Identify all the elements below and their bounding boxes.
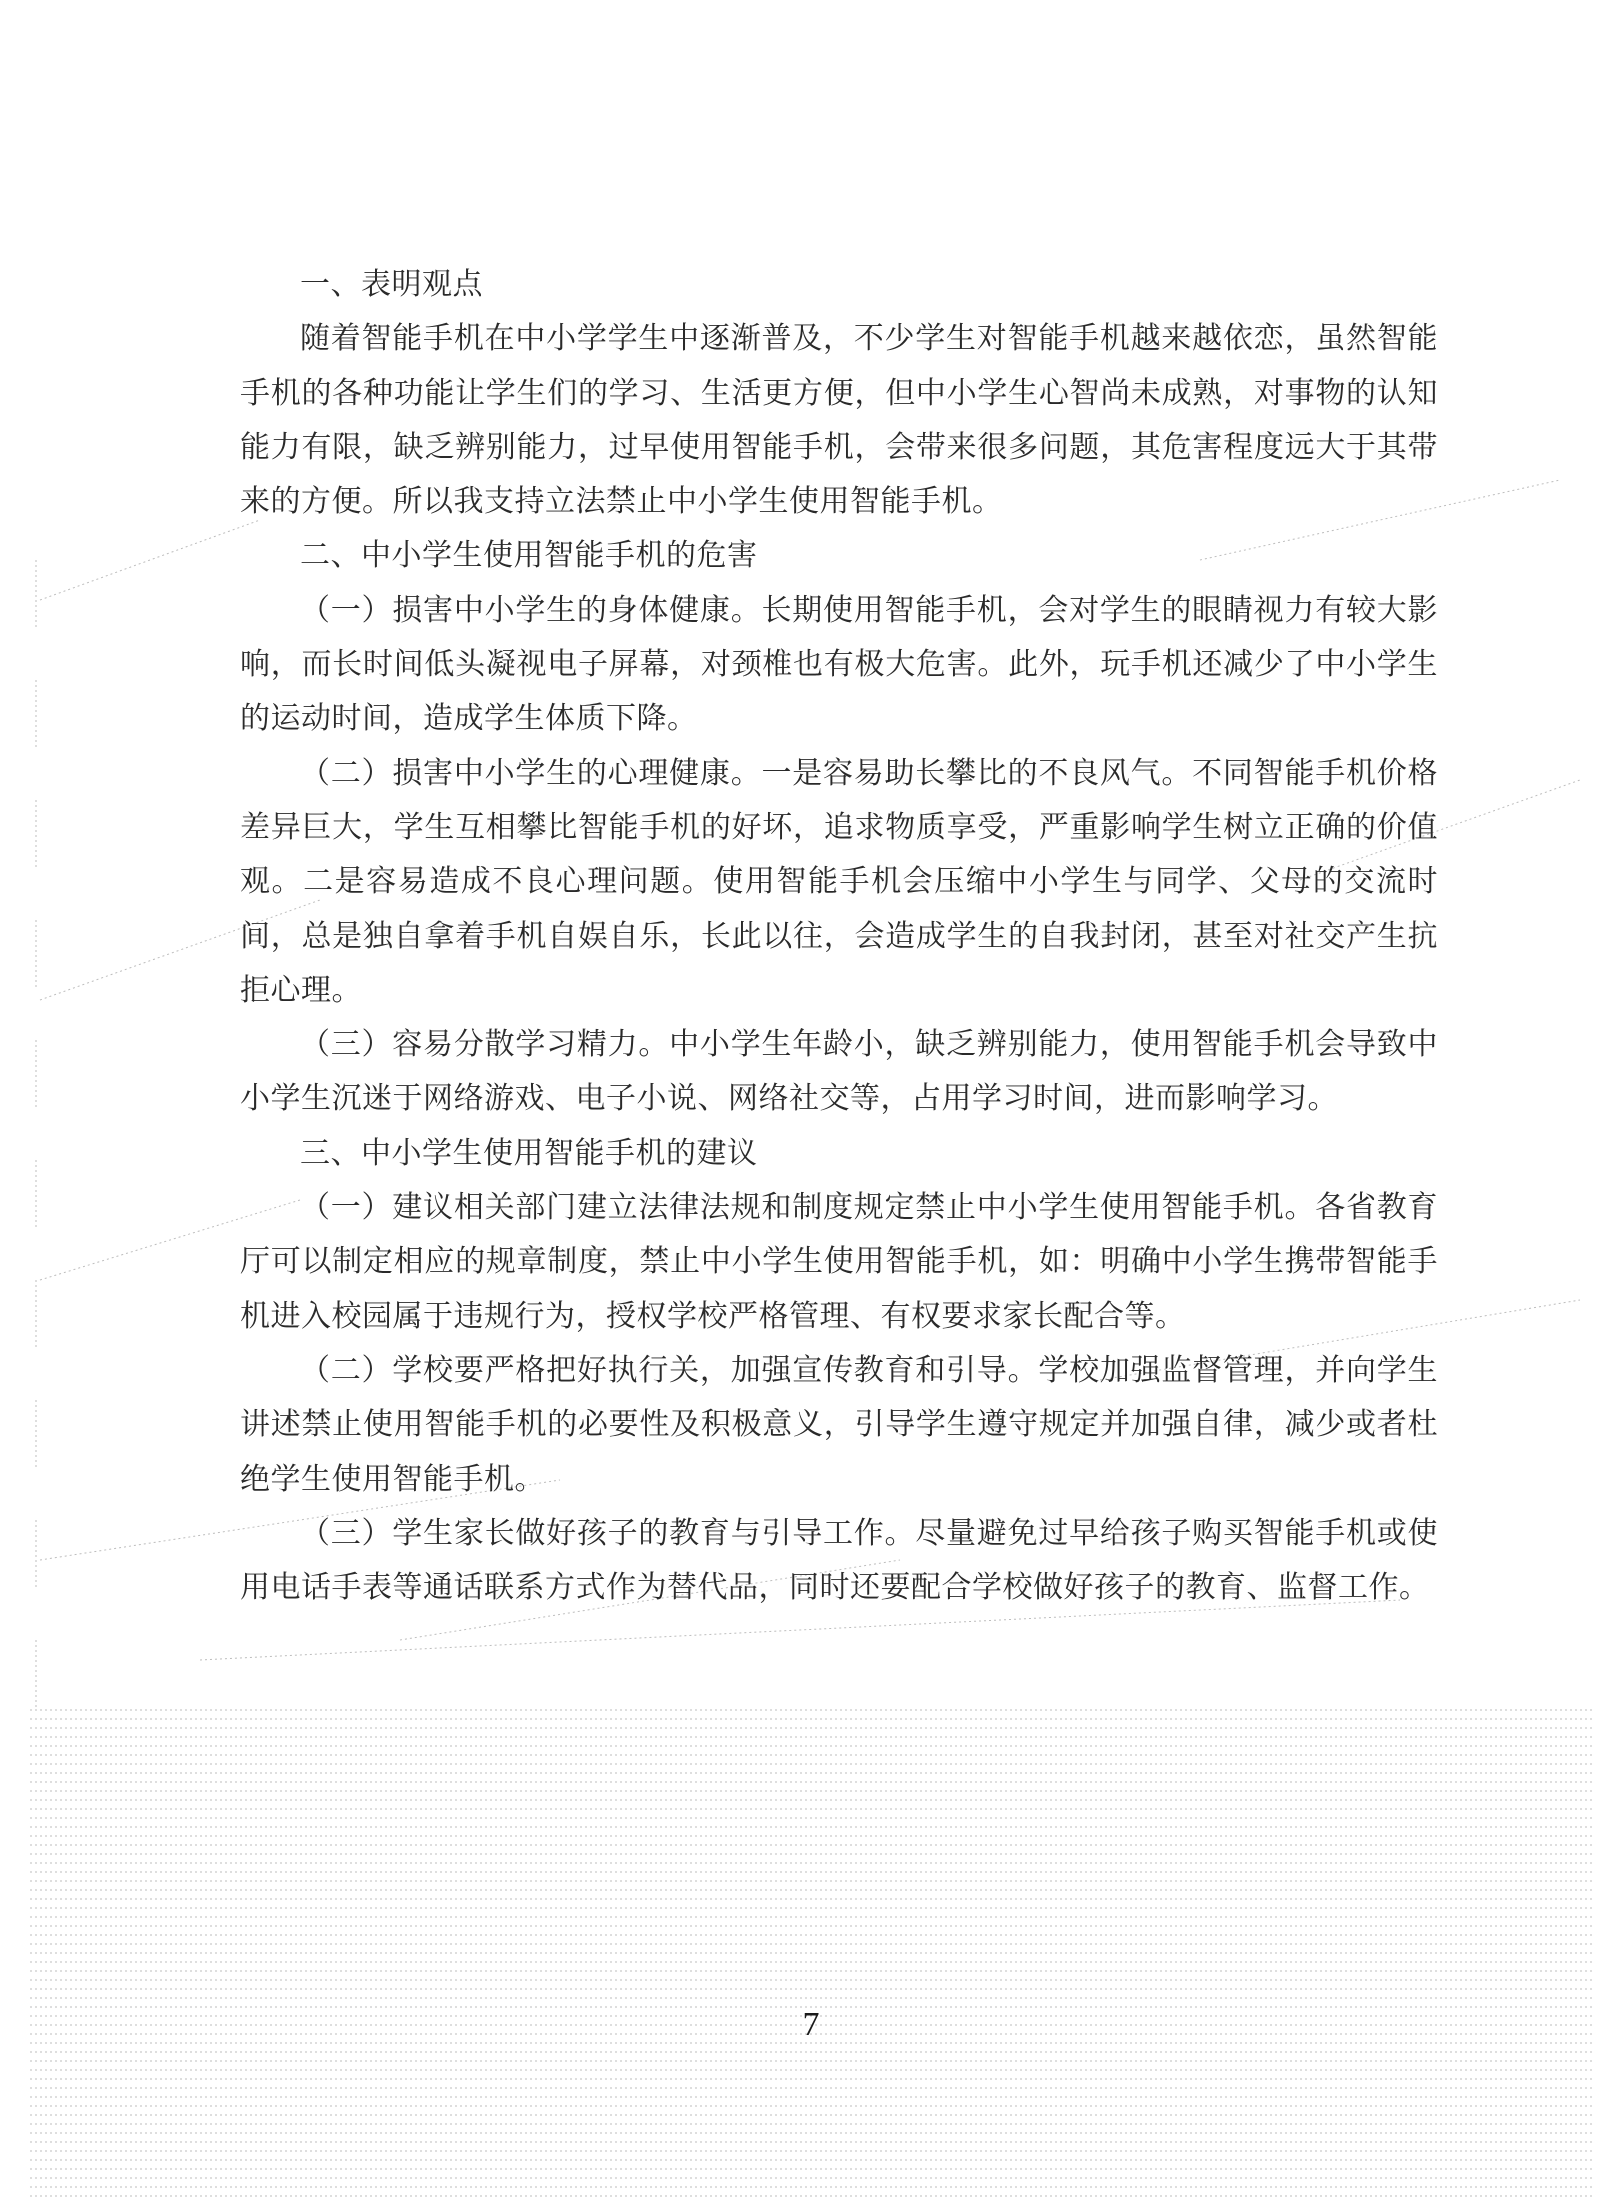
paragraph-harm-2: （二）损害中小学生的心理健康。一是容易助长攀比的不良风气。不同智能手机价格差异巨大，学生互相攀比智能手机的好坏，追求物质享受，严重影响学生树立正确的价值观。二是容易造成不良心理问题。使用智能手机会压缩中小学生与同学、父母的交流时间，总是独自拿着手机自娱自乐，长此以往，会造成学生的自我封闭，甚至对社交产生抗拒心理。 xyxy=(240,755,1438,1008)
paragraph-harm-1: （一）损害中小学生的身体健康。长期使用智能手机，会对学生的眼睛视力有较大影响，而长时间低头凝视电子屏幕，对颈椎也有极大危害。此外，玩手机还减少了中小学生的运动时间，造成学生体质下降。 xyxy=(240,592,1438,737)
pattern-trace xyxy=(40,520,260,600)
document-body xyxy=(240,258,1438,1615)
page-number: 7 xyxy=(802,2006,820,2043)
paragraph-suggestion-2: （二）学校要严格把好执行关，加强宣传教育和引导。学校加强监督管理，并向学生讲述禁止使用智能手机的必要性及积极意义，引导学生遵守规定并加强自律，减少或者杜绝学生使用智能手机。 xyxy=(240,1352,1438,1497)
section-heading-3: 三、中小学生使用智能手机的建议 xyxy=(300,1135,758,1171)
paragraph-suggestion-1: （一）建议相关部门建立法律法规和制度规定禁止中小学生使用智能手机。各省教育厅可以制定相应的规章制度，禁止中小学生使用智能手机，如：明确中小学生携带智能手机进入校园属于违规行为，授权学校严格管理、有权要求家长配合等。 xyxy=(240,1190,1438,1334)
paragraph-harm-3: （三）容易分散学习精力。中小学生年龄小，缺乏辨别能力，使用智能手机会导致中小学生沉迷于网络游戏、电子小说、网络社交等，占用学习时间，进而影响学习。 xyxy=(240,1027,1438,1117)
paragraph-suggestion-3: （三）学生家长做好孩子的教育与引导工作。尽量避免过早给孩子购买智能手机或使用电话手表等通话联系方式作为替代品，同时还要配合学校做好孩子的教育、监督工作。 xyxy=(240,1515,1438,1606)
paragraph-intro: 随着智能手机在中小学学生中逐渐普及，不少学生对智能手机越来越依恋，虽然智能手机的各种功能让学生们的学习、生活更方便，但中小学生心智尚未成熟，对事物的认知能力有限，缺乏辨别能力，过早使用智能手机，会带来很多问题，其危害程度远大于其带来的方便。所以我支持立法禁止中小学生使用智能手机。 xyxy=(240,321,1438,520)
section-heading-2: 二、中小学生使用智能手机的危害 xyxy=(300,538,758,574)
section-heading-1: 一、表明观点 xyxy=(300,267,483,302)
